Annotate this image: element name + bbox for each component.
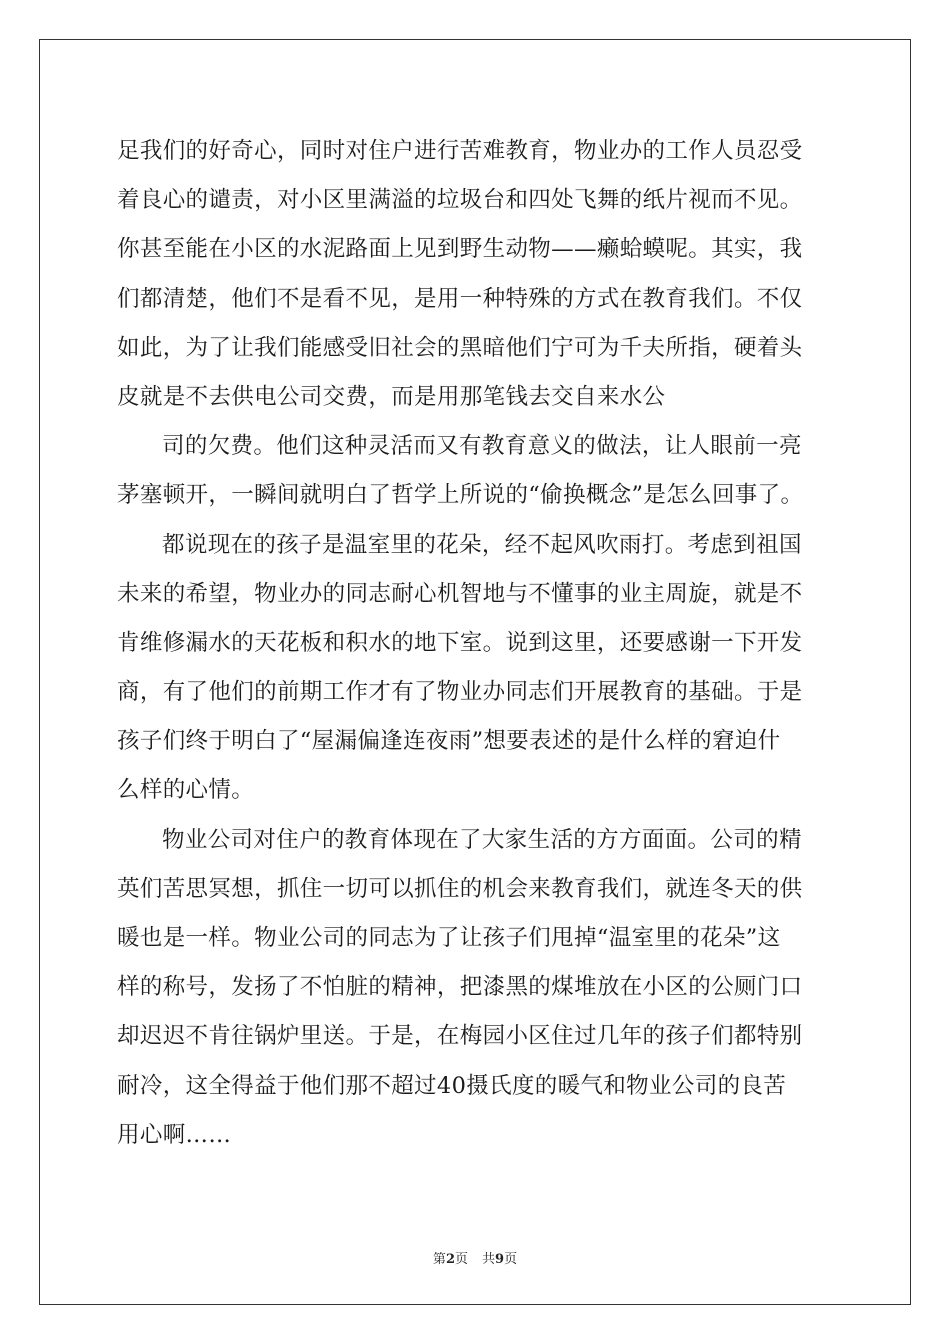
- paragraph-first-line: 司的欠费。他们这种灵活而又有教育意义的做法，让人眼前一亮: [162, 433, 802, 460]
- text-line: 未来的希望，物业办的同志耐心机智地与不懂事的业主周旋，就是不: [117, 580, 803, 607]
- text-line: 皮就是不去供电公司交费，而是用那笔钱去交自来水公: [117, 383, 666, 410]
- text-line: 茅塞顿开，一瞬间就明白了哲学上所说的“偷换概念”是怎么回事了。: [117, 482, 804, 509]
- text-line: 肯维修漏水的天花板和积水的地下室。说到这里，还要感谢一下开发: [117, 629, 803, 656]
- document-body: [117, 127, 837, 1160]
- total-pages: 9: [495, 1252, 505, 1267]
- page-suffix: 页: [454, 1252, 468, 1267]
- text-line: 着良心的谴责，对小区里满溢的垃圾台和四处飞舞的纸片视而不见。: [117, 187, 803, 214]
- text-line: 商，有了他们的前期工作才有了物业办同志们开展教育的基础。于是: [117, 679, 803, 706]
- text-line: 却迟迟不肯往锅炉里送。于是，在梅园小区住过几年的孩子们都特别: [117, 1023, 803, 1050]
- text-line: 样的称号，发扬了不怕脏的精神，把漆黑的煤堆放在小区的公厕门口: [117, 974, 803, 1001]
- text-line: 如此，为了让我们能感受旧社会的黑暗他们宁可为千夫所指，硬着头: [117, 334, 803, 361]
- page-number-label: [433, 1252, 468, 1267]
- text-line: 暖也是一样。物业公司的同志为了让孩子们甩掉“温室里的花朵”这: [117, 925, 781, 951]
- paragraph-first-line: 都说现在的孩子是温室里的花朵，经不起风吹雨打。考虑到祖国: [162, 531, 802, 558]
- total-pages-label: [482, 1252, 517, 1267]
- page-footer: [0, 1248, 950, 1267]
- text-line: 英们苦思冥想，抓住一切可以抓住的机会来教育我们，就连冬天的供: [117, 875, 803, 902]
- text-line: 们都清楚，他们不是看不见，是用一种特殊的方式在教育我们。不仅: [117, 285, 803, 312]
- total-suffix: 页: [504, 1252, 518, 1267]
- text-line: 耐冷，这全得益于他们那不超过40摄氏度的暖气和物业公司的良苦: [117, 1072, 787, 1099]
- text-line: 用心啊……: [117, 1121, 232, 1148]
- page-number: 2: [445, 1252, 455, 1267]
- text-line: 孩子们终于明白了“屋漏偏逢连夜雨”想要表述的是什么样的窘迫什: [117, 728, 781, 755]
- paragraph-first-line: 物业公司对住户的教育体现在了大家生活的方方面面。公司的精: [162, 826, 802, 853]
- text-line: 足我们的好奇心，同时对住户进行苦难教育，物业办的工作人员忍受: [117, 138, 803, 164]
- text-line: 么样的心情。: [117, 777, 255, 804]
- page-prefix: 第: [432, 1252, 446, 1267]
- text-line: 你甚至能在小区的水泥路面上见到野生动物——癞蛤蟆呢。其实，我: [117, 236, 803, 263]
- total-prefix: 共: [482, 1252, 496, 1267]
